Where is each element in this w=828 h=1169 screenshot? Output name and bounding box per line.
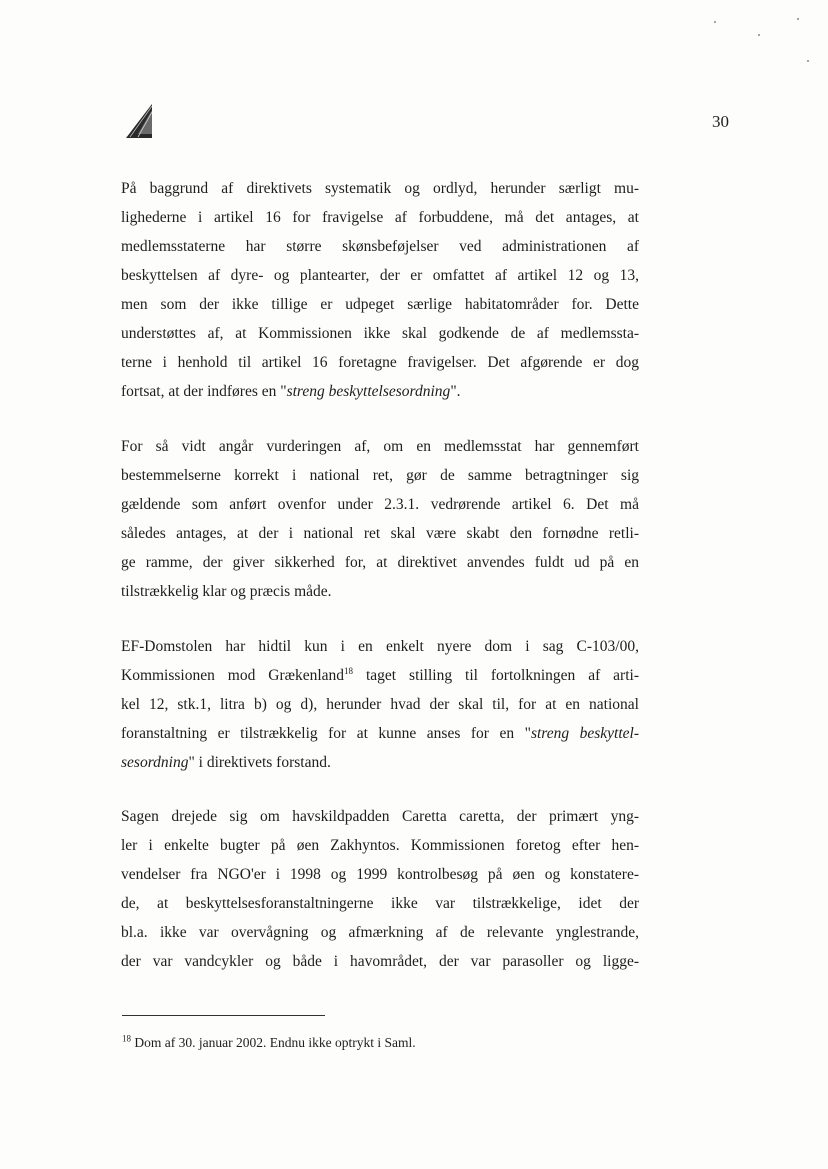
text-line: EF-Domstolen har hidtil kun i en enkelt nyere dom i sag C-103/00, [121,638,639,655]
text-fragment: ". [450,383,461,400]
triangle-logo-icon [126,104,154,138]
text-fragment: Kommissionen mod Grækenland [121,667,345,684]
text-line: men som der ikke tillige er udpeget særlige habitatområder for. Dette [121,296,639,313]
text-line: gældende som anført ovenfor under 2.3.1. vedrørende artikel 6. Det må [121,496,639,513]
text-line: således antages, at der i national ret skal være skabt den fornødne retli- [121,525,639,542]
scan-speck [758,34,760,36]
italic-term: streng beskyttel- [530,725,639,742]
text-line: kel 12, stk.1, litra b) og d), herunder hvad der skal til, for at en national [121,696,639,713]
footnote-number: 18 [122,1033,131,1044]
text-line [121,377,639,406]
text-line: For så vidt angår vurderingen af, om en medlemsstat har gennemført [121,438,639,455]
text-line [121,748,639,777]
text-line: lighederne i artikel 16 for fravigelse af forbuddene, må det antages, at [121,209,639,226]
footnote [122,1035,416,1051]
footnote-divider [122,1015,325,1016]
scan-speck [797,18,799,20]
footnote-reference: 18 [344,665,354,676]
text-line: understøttes af, at Kommissionen ikke skal godkende de af medlemssta- [121,325,639,342]
text-line: vendelser fra NGO'er i 1998 og 1999 kontrolbesøg på øen og konstatere- [121,866,639,883]
paragraph-4 [121,802,639,976]
text-line: tilstrækkelig klar og præcis måde. [121,583,332,600]
text-line: Sagen drejede sig om havskildpadden Caretta caretta, der primært yng- [121,808,639,825]
paragraph-2 [121,432,639,606]
text-fragment: taget stilling til fortolkningen af arti- [353,667,639,684]
paragraph-3 [121,632,639,777]
text-line [121,719,639,748]
text-fragment: fortsat, at der indføres en " [121,383,287,400]
text-line: På baggrund af direktivets systematik og ordlyd, herunder særligt mu- [121,180,639,197]
italic-term: streng beskyttelsesordning [286,383,451,400]
text-line: bl.a. ikke var overvågning og afmærkning af de relevante ynglestrande, [121,924,639,941]
text-line: terne i henhold til artikel 16 foretagne fravigelser. Det afgørende er dog [121,354,639,371]
text-line: ler i enkelte bugter på øen Zakhyntos. Kommissionen foretog efter hen- [121,837,639,854]
paragraph-1 [121,174,639,406]
text-line: bestemmelserne korrekt i national ret, gør de samme betragtninger sig [121,467,639,484]
text-line [121,661,639,690]
page-number: 30 [712,112,729,131]
text-line: beskyttelsen af dyre- og plantearter, der er omfattet af artikel 12 og 13, [121,267,639,284]
footnote-text: Dom af 30. januar 2002. Endnu ikke optrykt i Saml. [131,1035,416,1050]
text-line: medlemsstaterne har større skønsbeføjelser ved administrationen af [121,238,639,255]
scan-speck [714,21,716,23]
text-fragment: foranstaltning er tilstrækkelig for at kunne anses for en " [121,725,531,742]
scan-speck [807,60,809,62]
text-line: ge ramme, der giver sikkerhed for, at direktivet anvendes fuldt ud på en [121,554,639,571]
italic-term: sesordning [121,754,189,771]
text-line: de, at beskyttelsesforanstaltningerne ikke var tilstrækkelige, idet der [121,895,639,912]
text-line: der var vandcykler og både i havområdet, der var parasoller og ligge- [121,953,639,970]
text-fragment: " i direktivets forstand. [188,754,331,771]
